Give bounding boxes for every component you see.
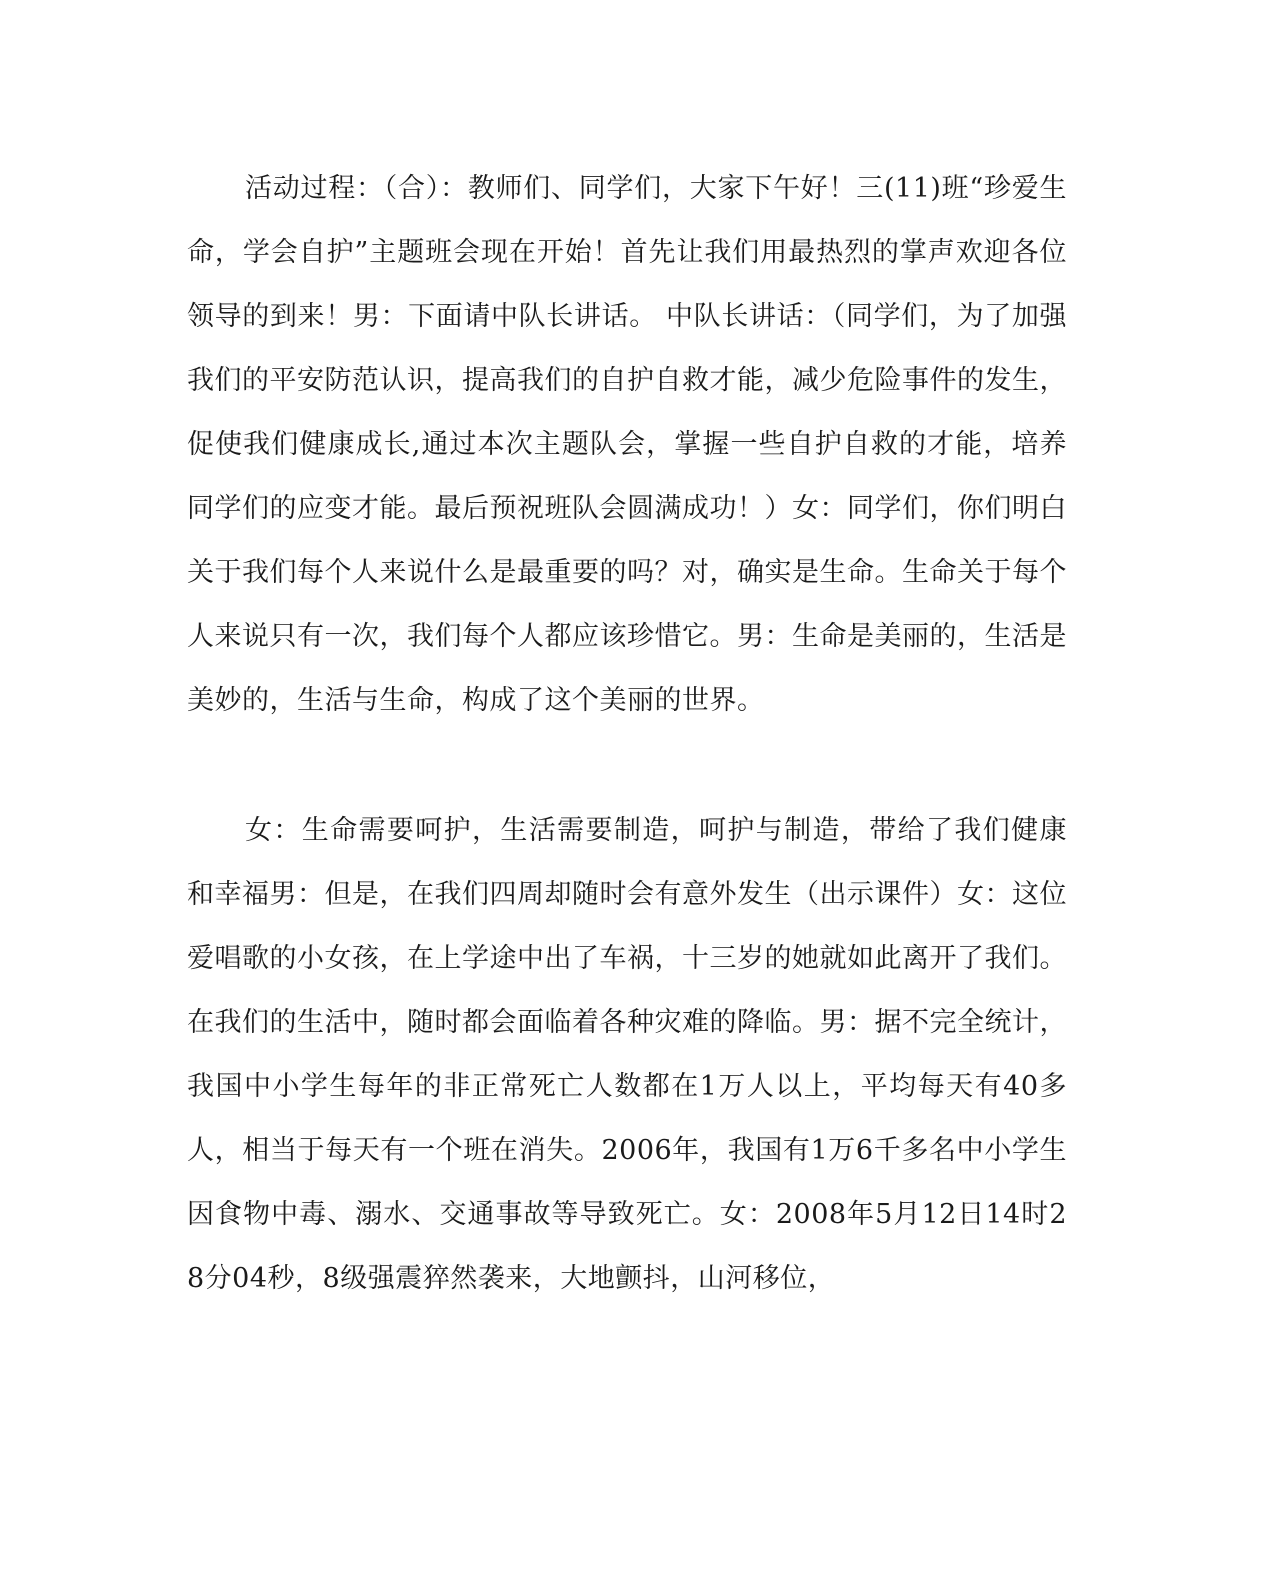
paragraph-activity-process: 活动过程：（合）：教师们、同学们，大家下午好！三(11)班“珍爱生命，学会自护”主题班会现在开始！首先让我们用最热烈的掌声欢迎各位领导的到来！男：下面请中队长讲话。 中队长讲话：（同学们，为了加强我们的平安防范认识，提高我们的自护自救才能，减少危险事件的发生，促使我们健康成长,通过本次主题队会，掌握一些自护自救的才能，培养同学们的应变才能。最后预祝班队会圆满成功！）女：同学们，你们明白关于我们每个人来说什么是最重要的吗？对，确实是生命。生命关于每个人来说只有一次，我们每个人都应该珍惜它。男：生命是美丽的，生活是美妙的，生活与生命，构成了这个美丽的世界。 [187,173,1067,716]
document-body [187,157,1067,1311]
paragraph-accident-statistics: 女：生命需要呵护，生活需要制造，呵护与制造，带给了我们健康和幸福男：但是，在我们四周却随时会有意外发生（出示课件）女：这位爱唱歌的小女孩，在上学途中出了车祸，十三岁的她就如此离开了我们。在我们的生活中，随时都会面临着各种灾难的降临。男：据不完全统计，我国中小学生每年的非正常死亡人数都在1万人以上，平均每天有40多人，相当于每天有一个班在消失。2006年，我国有1万6千多名中小学生因食物中毒、溺水、交通事故等导致死亡。女：2008年5月12日14时28分04秒，8级强震猝然袭来，大地颤抖，山河移位， [187,815,1067,1294]
